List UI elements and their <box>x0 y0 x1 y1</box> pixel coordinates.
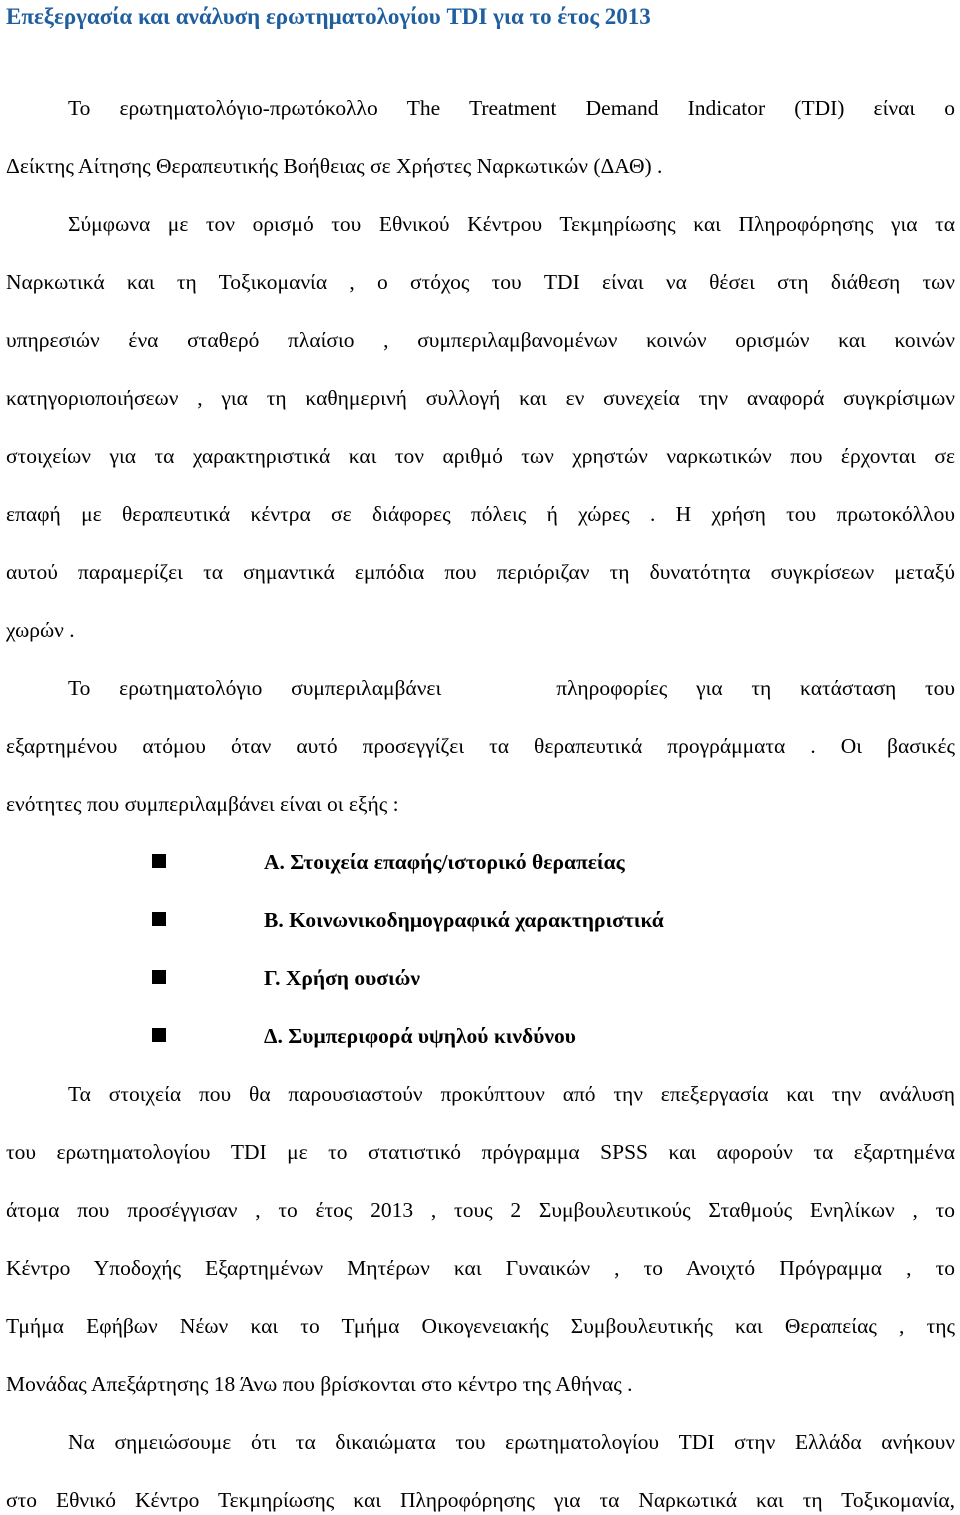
paragraph-3-line-2: εξαρτημένου ατόμου όταν αυτό προσεγγίζει τα θεραπευτικά προγράμματα . Οι βασικές <box>6 734 955 758</box>
paragraph-2-line-7: αυτού παραμερίζει τα σημαντικά εμπόδια που περιόριζαν τη δυνατότητα συγκρίσεων μεταξύ <box>6 560 955 584</box>
paragraph-2-line-4: κατηγοριοποιήσεων , για τη καθημερινή συλλογή και εν συνεχεία την αναφορά συγκρίσιμων <box>6 386 955 410</box>
paragraph-2-line-2: Ναρκωτικά και τη Τοξικομανία , ο στόχος του TDI είναι να θέσει στη διάθεση των <box>6 270 955 294</box>
paragraph-2-line-8: χωρών . <box>6 618 75 642</box>
paragraph-3-line-1: Το ερωτηματολόγιο συμπεριλαμβάνει πληροφορίες για τη κατάσταση του <box>68 676 955 700</box>
paragraph-5-line-2: στο Εθνικό Κέντρο Τεκμηρίωσης και Πληροφόρησης για τα Ναρκωτικά και τη Τοξικομανία, <box>6 1488 955 1512</box>
square-bullet-icon <box>152 912 166 926</box>
paragraph-4-line-5: Τμήμα Εφήβων Νέων και το Τμήμα Οικογενειακής Συμβουλευτικής και Θεραπείας , της <box>6 1314 955 1338</box>
paragraph-4-line-6: Μονάδας Απεξάρτησης 18 Άνω που βρίσκονται στο κέντρο της Αθήνας . <box>6 1372 633 1396</box>
paragraph-2-line-3: υπηρεσιών ένα σταθερό πλαίσιο , συμπεριλαμβανομένων κοινών ορισμών και κοινών <box>6 328 955 352</box>
paragraph-4-line-2: του ερωτηματολογίου TDI με το στατιστικό πρόγραμμα SPSS και αφορούν τα εξαρτημένα <box>6 1140 955 1164</box>
square-bullet-icon <box>152 854 166 868</box>
document-title: Επεξεργασία και ανάλυση ερωτηματολογίου TDI για το έτος 2013 <box>6 4 651 29</box>
paragraph-4-line-4: Κέντρο Υποδοχής Εξαρτημένων Μητέρων και Γυναικών , το Ανοιχτό Πρόγραμμα , το <box>6 1256 955 1280</box>
paragraph-1-line-2: Δείκτης Αίτησης Θεραπευτικής Βοήθειας σε Χρήστες Ναρκωτικών (ΔΑΘ) . <box>6 154 663 178</box>
paragraph-1-line-1: Το ερωτηματολόγιο-πρωτόκολλο The Treatment Demand Indicator (TDI) είναι ο <box>68 96 955 120</box>
section-list-item <box>0 1022 960 1050</box>
paragraph-2-line-6: επαφή με θεραπευτικά κέντρα σε διάφορες πόλεις ή χώρες . Η χρήση του πρωτοκόλλου <box>6 502 955 526</box>
square-bullet-icon <box>152 1028 166 1042</box>
paragraph-2-line-1: Σύμφωνα με τον ορισμό του Εθνικού Κέντρου Τεκμηρίωσης και Πληροφόρησης για τα <box>68 212 955 236</box>
section-label-d: Δ. Συμπεριφορά υψηλού κινδύνου <box>264 1024 576 1048</box>
section-label-c: Γ. Χρήση ουσιών <box>264 966 420 990</box>
paragraph-4-line-1: Τα στοιχεία που θα παρουσιαστούν προκύπτουν από την επεξεργασία και την ανάλυση <box>68 1082 955 1106</box>
paragraph-5-line-1: Να σημειώσουμε ότι τα δικαιώματα του ερωτηματολογίου TDI στην Ελλάδα ανήκουν <box>68 1430 955 1454</box>
square-bullet-icon <box>152 970 166 984</box>
section-list-item <box>0 848 960 876</box>
section-label-b: Β. Κοινωνικοδημογραφικά χαρακτηριστικά <box>264 908 664 932</box>
section-list-item <box>0 906 960 934</box>
paragraph-4-line-3: άτομα που προσέγγισαν , το έτος 2013 , τους 2 Συμβουλευτικούς Σταθμούς Ενηλίκων , το <box>6 1198 955 1222</box>
section-label-a: Α. Στοιχεία επαφής/ιστορικό θεραπείας <box>264 850 625 874</box>
section-list-item <box>0 964 960 992</box>
paragraph-2-line-5: στοιχείων για τα χαρακτηριστικά και τον αριθμό των χρηστών ναρκωτικών που έρχονται σε <box>6 444 955 468</box>
paragraph-3-line-3: ενότητες που συμπεριλαμβάνει είναι οι εξής : <box>6 792 399 816</box>
